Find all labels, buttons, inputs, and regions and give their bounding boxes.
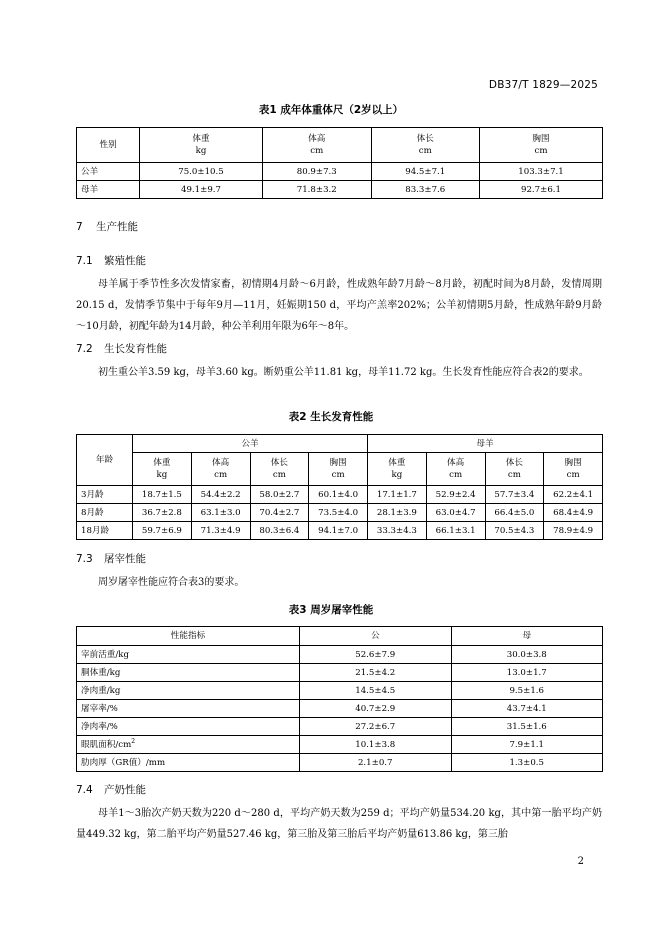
table-row xyxy=(77,486,603,504)
section-heading-7-3: 7.3 屠宰性能 xyxy=(76,553,146,565)
table-cell: 7.9±1.1 xyxy=(451,736,603,754)
table2-header-cell: 胸围 cm xyxy=(544,453,603,486)
section-heading-7-4: 7.4 产奶性能 xyxy=(76,784,146,796)
table-cell: 30.0±3.8 xyxy=(451,646,603,664)
section-heading-7: 7 生产性能 xyxy=(76,221,138,233)
table-cell: 36.7±2.8 xyxy=(133,504,192,522)
table-cell: 92.7±6.1 xyxy=(480,181,603,199)
table2-group-header: 母羊 xyxy=(368,435,603,453)
table-cell: 94.1±7.0 xyxy=(309,522,368,540)
table-cell: 80.3±6.4 xyxy=(250,522,309,540)
table2-header-cell: 体重 kg xyxy=(133,453,192,486)
table-cell: 52.6±7.9 xyxy=(300,646,452,664)
paragraph-7-2: 初生重公羊3.59 kg，母羊3.60 kg。断奶重公羊11.81 kg，母羊11.72 kg。生长发育性能应符合表2的要求。 xyxy=(98,367,589,378)
table3-header-cell: 性能指标 xyxy=(77,627,300,646)
table1-header-cell: 性别 xyxy=(77,128,140,163)
table-cell: 净肉重/kg xyxy=(77,682,300,700)
table-cell: 49.1±9.7 xyxy=(140,181,263,199)
table-row xyxy=(77,736,603,754)
table1-header-cell: 体高 cm xyxy=(262,128,371,163)
table-cell: 27.2±6.7 xyxy=(300,718,452,736)
table1-header-cell: 体长 cm xyxy=(371,128,480,163)
table-cell: 57.7±3.4 xyxy=(485,486,544,504)
table2-header-cell: 胸围 cm xyxy=(309,453,368,486)
table-cell: 3月龄 xyxy=(77,486,133,504)
table-cell: 14.5±4.5 xyxy=(300,682,452,700)
table2-header-cell: 年龄 xyxy=(77,435,133,486)
table-row xyxy=(77,522,603,540)
table2 xyxy=(76,434,603,540)
table-row xyxy=(77,682,603,700)
section-heading-7-2: 7.2 生长发育性能 xyxy=(76,343,167,355)
document-code: DB37/T 1829—2025 xyxy=(488,79,598,91)
table2-header-cell: 体高 cm xyxy=(191,453,250,486)
table-cell: 94.5±7.1 xyxy=(371,163,480,181)
table-row xyxy=(77,700,603,718)
table-cell: 66.1±3.1 xyxy=(426,522,485,540)
table-cell: 78.9±4.9 xyxy=(544,522,603,540)
table-cell: 71.3±4.9 xyxy=(191,522,250,540)
table-cell: 83.3±7.6 xyxy=(371,181,480,199)
table2-header-cell: 体长 cm xyxy=(485,453,544,486)
table-cell: 103.3±7.1 xyxy=(480,163,603,181)
table3-header-cell: 公 xyxy=(300,627,452,646)
table-row xyxy=(77,718,603,736)
table2-header-cell: 体高 cm xyxy=(426,453,485,486)
table-cell: 58.0±2.7 xyxy=(250,486,309,504)
table-cell: 33.3±4.3 xyxy=(368,522,427,540)
table-cell: 80.9±7.3 xyxy=(262,163,371,181)
section-heading-7-1: 7.1 繁殖性能 xyxy=(76,255,146,267)
table-cell: 屠宰率/% xyxy=(77,700,300,718)
table-cell: 净肉率/% xyxy=(77,718,300,736)
table-cell: 73.5±4.0 xyxy=(309,504,368,522)
paragraph-7-1: 母羊属于季节性多次发情家畜，初情期4月龄～6月龄，性成熟年龄7月龄～8月龄，初配时间为8月龄，发情周期20.15 d，发情季节集中于每年9月—11月，妊娠期150 d，平均产羔率202%；公羊初情期5月龄，性成熟年龄9月龄～10月龄，初配年龄为14月龄，种公羊利用年限为6年～8年。 xyxy=(76,279,602,332)
table1-caption: 表1 成年体重体尺（2岁以上） xyxy=(258,104,404,116)
table-cell: 胴体重/kg xyxy=(77,664,300,682)
table-cell: 肋肉厚（GR值）/mm xyxy=(77,754,300,772)
table-cell: 1.3±0.5 xyxy=(451,754,603,772)
table-cell: 75.0±10.5 xyxy=(140,163,263,181)
table1-header-cell: 体重 kg xyxy=(140,128,263,163)
table3 xyxy=(76,626,603,772)
table-cell: 眼肌面积$/cm^2$ xyxy=(77,736,300,754)
table-cell: 62.2±4.1 xyxy=(544,486,603,504)
table1 xyxy=(76,127,603,199)
table2-caption: 表2 生长发育性能 xyxy=(288,411,374,423)
table-cell: 18.7±1.5 xyxy=(133,486,192,504)
table-cell: 28.1±3.9 xyxy=(368,504,427,522)
table-cell: 71.8±3.2 xyxy=(262,181,371,199)
table-row xyxy=(77,181,603,199)
table-cell: 17.1±1.7 xyxy=(368,486,427,504)
table3-header-cell: 母 xyxy=(451,627,603,646)
table-cell: 70.4±2.7 xyxy=(250,504,309,522)
table-cell: 66.4±5.0 xyxy=(485,504,544,522)
table-row xyxy=(77,163,603,181)
table-row xyxy=(77,754,603,772)
table-cell: 31.5±1.6 xyxy=(451,718,603,736)
table-cell: 68.4±4.9 xyxy=(544,504,603,522)
table2-header-cell: 体长 cm xyxy=(250,453,309,486)
table-cell: 21.5±4.2 xyxy=(300,664,452,682)
table3-caption: 表3 周岁屠宰性能 xyxy=(288,604,374,616)
table-cell: 59.7±6.9 xyxy=(133,522,192,540)
table-cell: 52.9±2.4 xyxy=(426,486,485,504)
table-cell: 70.5±4.3 xyxy=(485,522,544,540)
table-cell: 63.0±4.7 xyxy=(426,504,485,522)
table2-header-cell: 体重 kg xyxy=(368,453,427,486)
paragraph-7-3: 周岁屠宰性能应符合表3的要求。 xyxy=(98,577,245,588)
table2-group-header: 公羊 xyxy=(133,435,368,453)
table-cell: 54.4±2.2 xyxy=(191,486,250,504)
table-cell: 13.0±1.7 xyxy=(451,664,603,682)
table-cell: 8月龄 xyxy=(77,504,133,522)
table-cell: 母羊 xyxy=(77,181,140,199)
table1-header-cell: 胸围 cm xyxy=(480,128,603,163)
table-cell: 宰前活重/kg xyxy=(77,646,300,664)
table-cell: 10.1±3.8 xyxy=(300,736,452,754)
table-cell: 40.7±2.9 xyxy=(300,700,452,718)
table-row xyxy=(77,504,603,522)
table-cell: 18月龄 xyxy=(77,522,133,540)
page-number: 2 xyxy=(577,856,584,867)
table-cell: 43.7±4.1 xyxy=(451,700,603,718)
table-cell: 2.1±0.7 xyxy=(300,754,452,772)
table-cell: 63.1±3.0 xyxy=(191,504,250,522)
table-cell: 公羊 xyxy=(77,163,140,181)
table-cell: 60.1±4.0 xyxy=(309,486,368,504)
table-cell: 9.5±1.6 xyxy=(451,682,603,700)
paragraph-7-4: 母羊1～3胎次产奶天数为220 d～280 d，平均产奶天数为259 d；平均产奶量534.20 kg，其中第一胎平均产奶量449.32 kg，第二胎平均产奶量527.46 kg，第三胎及第三胎后平均产奶量613.86 kg，第三胎 xyxy=(76,808,602,840)
table-row xyxy=(77,664,603,682)
table-row xyxy=(77,646,603,664)
